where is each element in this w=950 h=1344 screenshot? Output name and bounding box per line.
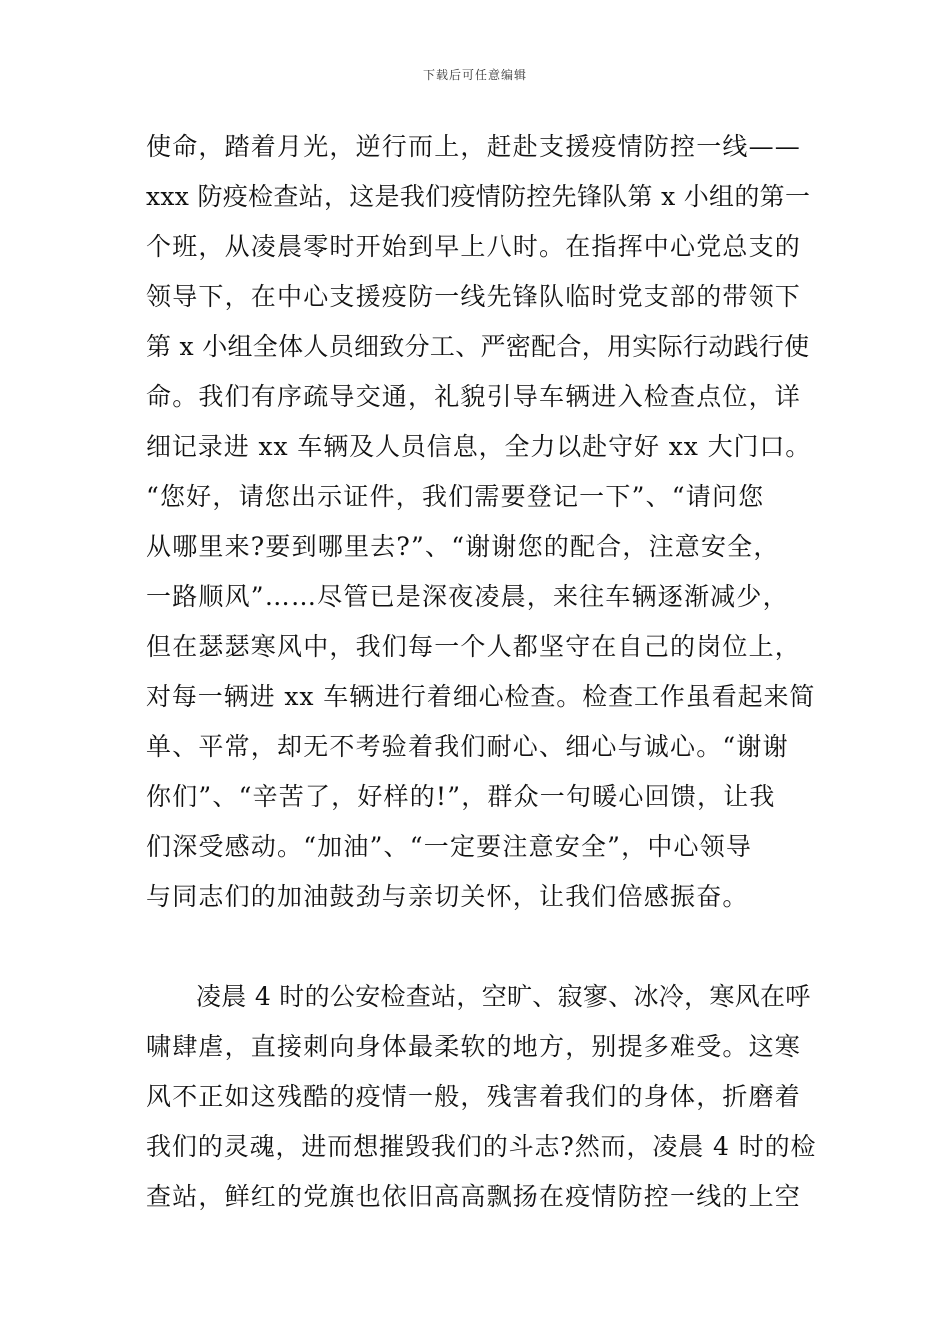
text-line: 查站，鲜红的党旗也依旧高高飘扬在疫情防控一线的上空 (146, 1182, 802, 1211)
text-line: 对每一辆进 xx 车辆进行着细心检查。检查工作虽看起来简 (146, 682, 816, 711)
text-line: 细记录进 xx 车辆及人员信息，全力以赴守好 xx 大门口。 (146, 432, 812, 461)
text-line: 凌晨 4 时的公安检查站，空旷、寂寥、冰冷，寒风在呼 (196, 982, 811, 1011)
text-line: 一路顺风”……尽管已是深夜凌晨，来往车辆逐渐减少， (146, 582, 789, 611)
text-line: 我们的灵魂，进而想摧毁我们的斗志?然而，凌晨 4 时的检 (146, 1132, 817, 1161)
page-header-note: 下载后可任意编辑 (422, 68, 527, 82)
text-line: 啸肆虐，直接刺向身体最柔软的地方，别提多难受。这寒 (146, 1032, 802, 1061)
text-line: 命。我们有序疏导交通，礼貌引导车辆进入检查点位，详 (146, 382, 802, 411)
text-line: 单、平常，却无不考验着我们耐心、细心与诚心。“谢谢 (146, 732, 789, 761)
text-line: 领导下，在中心支援疫防一线先锋队临时党支部的带领下 (146, 282, 802, 311)
text-line: 你们”、“辛苦了，好样的!”，群众一句暖心回馈，让我 (146, 782, 776, 811)
text-line: 但在瑟瑟寒风中，我们每一个人都坚守在自己的岗位上， (146, 632, 802, 661)
text-line: 个班，从凌晨零时开始到早上八时。在指挥中心党总支的 (146, 232, 802, 261)
text-line: xxx 防疫检查站，这是我们疫情防控先锋队第 x 小组的第一 (146, 182, 811, 211)
text-line: 第 x 小组全体人员细致分工、严密配合，用实际行动践行使 (146, 332, 810, 361)
text-line: “您好，请您出示证件，我们需要登记一下”、“请问您 (146, 482, 765, 511)
text-line: 风不正如这残酷的疫情一般，残害着我们的身体，折磨着 (146, 1082, 802, 1111)
text-line: 从哪里来?要到哪里去?”、“谢谢您的配合，注意安全， (146, 532, 780, 561)
text-line: 使命，踏着月光，逆行而上，赶赴支援疫情防控一线—— (146, 132, 802, 161)
text-line: 与同志们的加油鼓劲与亲切关怀，让我们倍感振奋。 (146, 882, 749, 911)
text-line: 们深受感动。“加油”、“一定要注意安全”，中心领导 (146, 832, 753, 861)
